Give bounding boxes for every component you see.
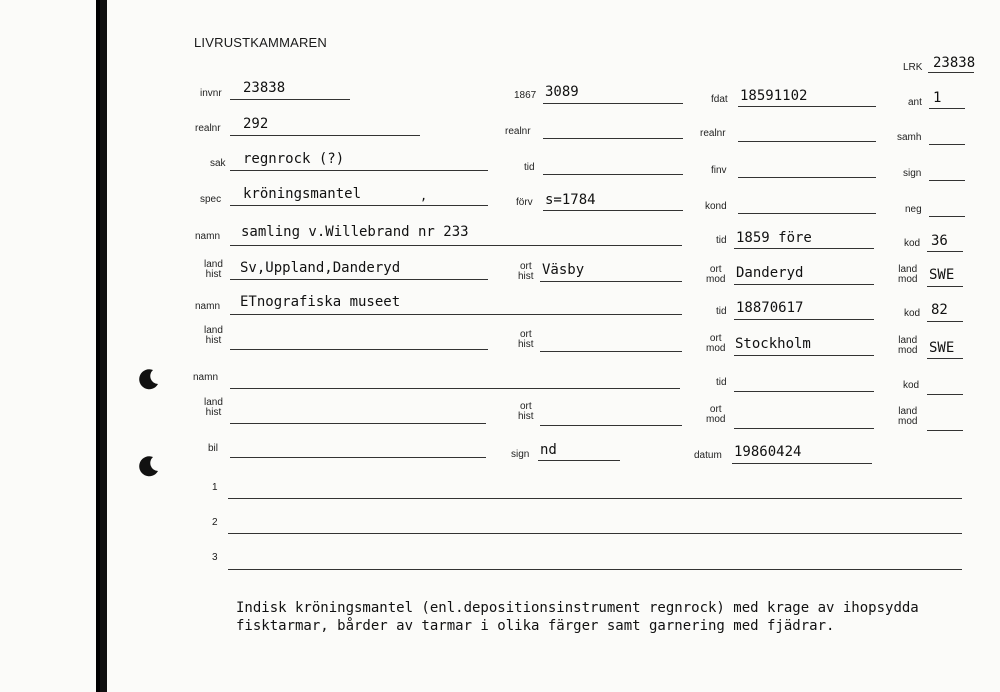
line-1-number: 1 (212, 482, 218, 493)
land-mod3-label: land mod (898, 406, 918, 427)
line-2-number: 2 (212, 517, 218, 528)
tid2-label: tid (716, 306, 727, 317)
namn3-underline (230, 388, 680, 389)
sak-value: regnrock (?) (243, 151, 345, 167)
spec-underline (230, 205, 488, 206)
datum-label: datum (694, 450, 722, 461)
tid2-underline (734, 319, 874, 320)
ort-hist3-label: ort hist (518, 401, 534, 422)
sign-row3-label: sign (903, 168, 922, 179)
spec-mark: , (420, 189, 428, 203)
sign-label: sign (511, 449, 530, 460)
samh-underline (929, 144, 965, 145)
tid1-label: tid (716, 235, 727, 246)
ant-value: 1 (933, 90, 942, 106)
finv-underline (738, 177, 876, 178)
card-binding-shadow (96, 0, 100, 692)
realnr3-label: realnr (700, 128, 726, 139)
punch-hole-crescent-icon (138, 368, 160, 390)
forv-underline (543, 210, 683, 211)
namn2-underline (230, 314, 682, 315)
ort-mod2-label: ort mod (706, 333, 726, 354)
line-1 (228, 498, 962, 499)
tid-row3-label: tid (524, 162, 535, 173)
tid1-value: 1859 före (736, 230, 812, 246)
ort-hist1-label: ort hist (518, 261, 534, 282)
bil-underline (230, 457, 486, 458)
realnr-label: realnr (195, 123, 221, 134)
kod1-underline (927, 251, 963, 252)
namn3-label: namn (193, 372, 219, 383)
lrk-label: LRK (903, 62, 923, 73)
forv-label: förv (516, 197, 533, 208)
year-1867-underline (543, 103, 683, 104)
kod3-underline (927, 394, 963, 395)
ort-mod2-value: Stockholm (735, 336, 811, 352)
land-mod3-underline (927, 430, 963, 431)
realnr-value: 292 (243, 116, 269, 132)
year-1867-label: 1867 (514, 90, 537, 101)
lrk-value: 23838 (933, 55, 976, 71)
ort-hist1-value: Väsby (542, 262, 585, 278)
datum-underline (732, 463, 872, 464)
kod2-label: kod (904, 308, 921, 319)
fdat-value: 18591102 (740, 88, 808, 104)
land-hist2-label: land hist (204, 325, 223, 346)
realnr3-underline (738, 141, 876, 142)
invnr-value: 23838 (243, 80, 286, 96)
spec-value: kröningsmantel (243, 186, 362, 202)
sign-value: nd (540, 442, 557, 458)
tid2-value: 18870617 (736, 300, 804, 316)
kod1-value: 36 (931, 233, 948, 249)
kod2-underline (927, 321, 963, 322)
tid1-underline (734, 248, 874, 249)
institution-title: LIVRUSTKAMMAREN (194, 35, 328, 50)
kond-label: kond (705, 201, 727, 212)
namn1-label: namn (195, 231, 221, 242)
land-mod1-underline (927, 286, 963, 287)
land-hist3-underline (230, 423, 486, 424)
neg-underline (929, 216, 965, 217)
ort-hist2-underline (540, 351, 682, 352)
tid3-label: tid (716, 377, 727, 388)
ort-mod1-label: ort mod (706, 264, 726, 285)
lrk-underline (928, 72, 974, 73)
ort-mod3-underline (734, 428, 874, 429)
line-3-number: 3 (212, 552, 218, 563)
land-hist1-underline (230, 279, 488, 280)
ort-hist1-underline (540, 281, 682, 282)
fdat-underline (738, 106, 876, 107)
neg-label: neg (905, 204, 922, 215)
year-1867-value: 3089 (545, 84, 579, 100)
invnr-underline (230, 99, 350, 100)
realnr2-label: realnr (505, 126, 531, 137)
namn2-value: ETnografiska museet (240, 294, 401, 310)
tid-row3-underline (543, 174, 683, 175)
namn2-label: namn (195, 301, 221, 312)
kod2-value: 82 (931, 302, 948, 318)
invnr-label: invnr (200, 88, 222, 99)
land-mod1-label: land mod (898, 264, 918, 285)
ant-label: ant (908, 97, 922, 108)
land-hist3-label: land hist (204, 397, 223, 418)
kod3-label: kod (903, 380, 920, 391)
land-hist2-underline (230, 349, 488, 350)
land-hist1-label: land hist (204, 259, 223, 280)
ort-hist2-label: ort hist (518, 329, 534, 350)
land-mod2-value: SWE (929, 340, 955, 356)
land-mod2-label: land mod (898, 335, 918, 356)
sign-row3-underline (929, 180, 965, 181)
forv-value: s=1784 (545, 192, 596, 208)
finv-label: finv (711, 165, 727, 176)
line-2 (228, 533, 962, 534)
fdat-label: fdat (711, 94, 728, 105)
sak-underline (230, 170, 488, 171)
ort-mod1-underline (734, 284, 874, 285)
ant-underline (929, 108, 965, 109)
realnr-underline (230, 135, 420, 136)
object-description: Indisk kröningsmantel (enl.depositionsinstrument regnrock) med krage av ihopsydda fisktarmar, bårder av tarmar i olika färger samt garnering med fjädrar. (236, 600, 919, 634)
kond-underline (738, 213, 876, 214)
land-mod1-value: SWE (929, 267, 955, 283)
namn1-underline (230, 245, 682, 246)
sign-underline (538, 460, 620, 461)
sak-label: sak (210, 158, 226, 169)
samh-label: samh (897, 132, 922, 143)
ort-hist3-underline (540, 425, 682, 426)
namn1-value: samling v.Willebrand nr 233 (241, 224, 469, 240)
punch-hole-crescent-icon (138, 455, 160, 477)
ort-mod3-label: ort mod (706, 404, 726, 425)
land-mod2-underline (927, 358, 963, 359)
ort-mod2-underline (734, 355, 874, 356)
spec-label: spec (200, 194, 222, 205)
bil-label: bil (208, 443, 219, 454)
land-hist1-value: Sv,Uppland,Danderyd (240, 260, 401, 276)
realnr2-underline (543, 138, 683, 139)
line-3 (228, 569, 962, 570)
datum-value: 19860424 (734, 444, 802, 460)
tid3-underline (734, 391, 874, 392)
kod1-label: kod (904, 238, 921, 249)
ort-mod1-value: Danderyd (736, 265, 804, 281)
